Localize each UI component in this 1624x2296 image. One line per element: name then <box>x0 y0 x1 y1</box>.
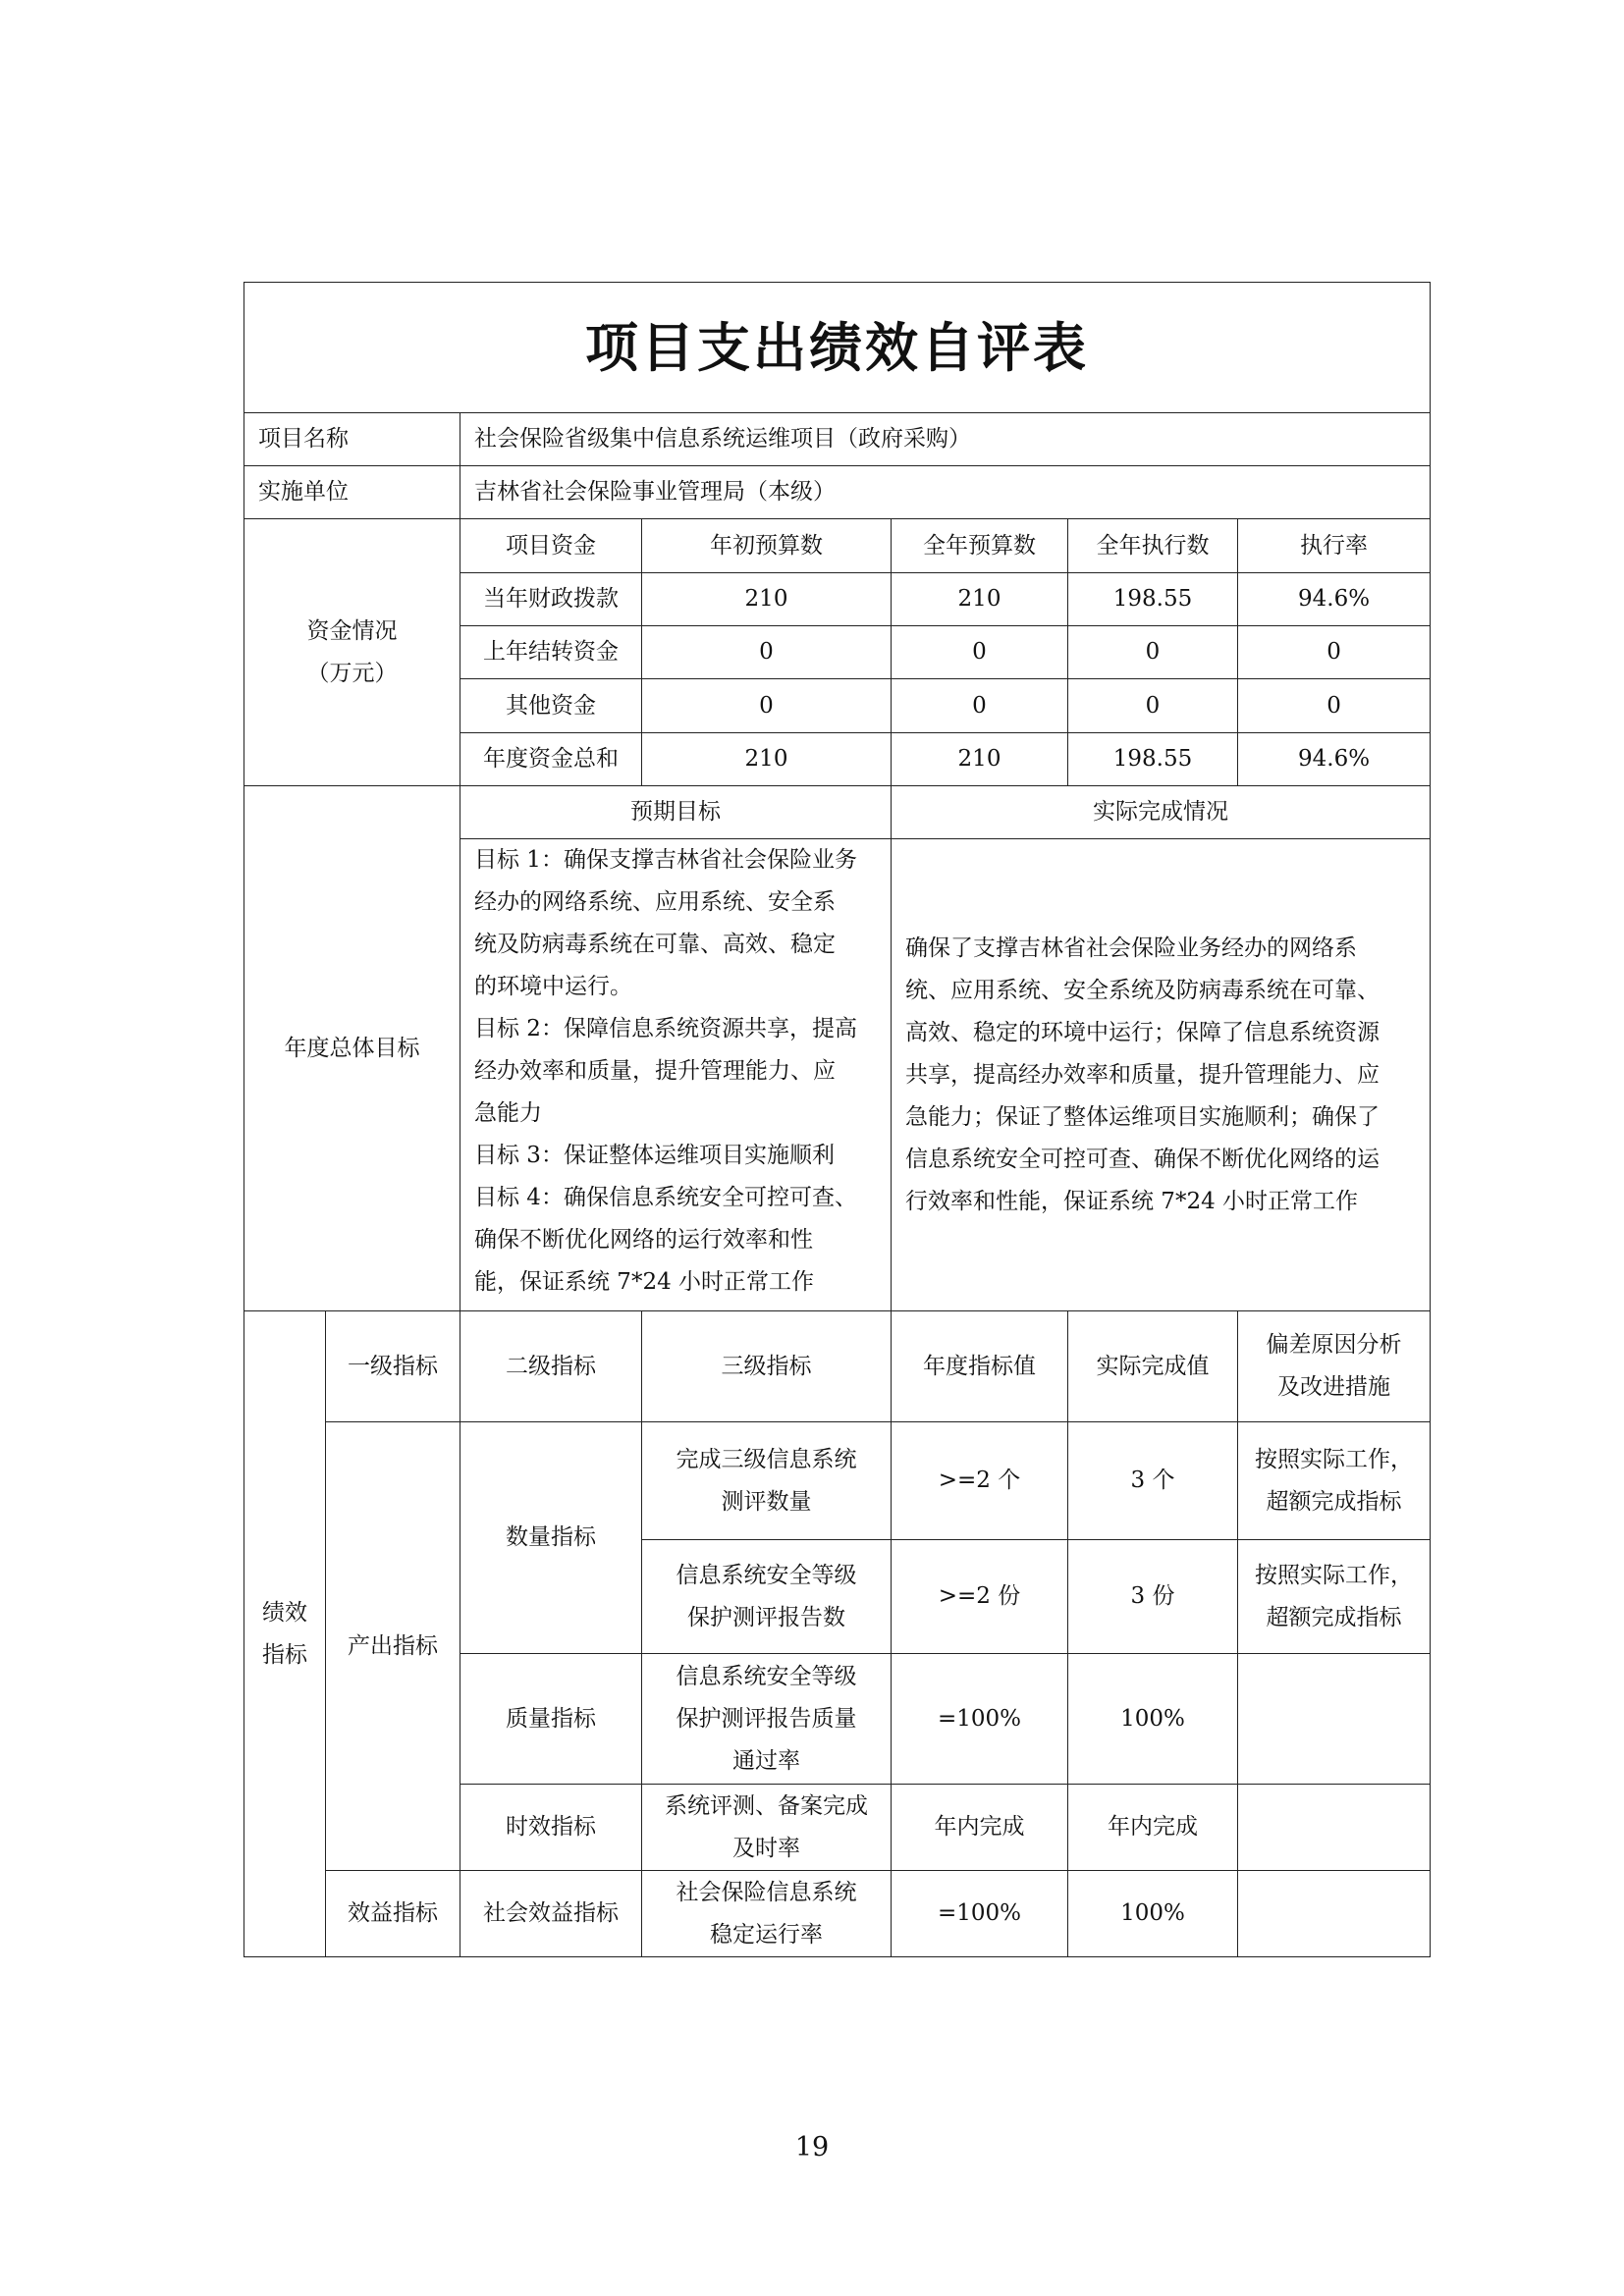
goals-actual-header: 实际完成情况 <box>892 786 1431 839</box>
actual-line: 急能力；保证了整体运维项目实施顺利；确保了 <box>905 1103 1380 1130</box>
funds-row-initial: 0 <box>642 626 892 679</box>
indicator-note <box>1238 1871 1431 1957</box>
actual-line: 共享，提高经办效率和质量，提升管理能力、应 <box>905 1061 1380 1088</box>
goal-line: 经办的网络系统、应用系统、安全系 <box>474 889 836 915</box>
indicator-note <box>1238 1654 1431 1785</box>
indicator-l3-line: 测评数量 <box>721 1488 812 1515</box>
indicator-actual: 3 个 <box>1068 1422 1238 1540</box>
actual-line: 统、应用系统、安全系统及防病毒系统在可靠、 <box>905 977 1380 1003</box>
goal-line: 经办效率和质量，提升管理能力、应 <box>474 1058 836 1084</box>
goal-line: 能，保证系统 7*24 小时正常工作 <box>474 1269 815 1295</box>
unit-value: 吉林省社会保险事业管理局（本级） <box>460 466 1431 519</box>
goal-line: 目标 3：保证整体运维项目实施顺利 <box>474 1143 835 1168</box>
funds-label-line2: （万元） <box>306 660 398 686</box>
goal-line: 目标 4：确保信息系统安全可控可查、 <box>474 1185 857 1210</box>
indicator-actual: 100% <box>1068 1654 1238 1785</box>
project-name-label: 项目名称 <box>244 413 460 466</box>
output-indicator-label: 产出指标 <box>326 1422 460 1871</box>
perf-label-line2: 指标 <box>262 1641 307 1668</box>
goal-line: 目标 1：确保支撑吉林省社会保险业务 <box>474 847 857 873</box>
funds-row-annual: 210 <box>892 733 1068 786</box>
funds-row-annual: 0 <box>892 626 1068 679</box>
timeliness-indicator-label: 时效指标 <box>460 1785 642 1871</box>
goals-label: 年度总体目标 <box>244 786 460 1311</box>
actual-line: 高效、稳定的环境中运行；保障了信息系统资源 <box>905 1019 1380 1045</box>
funds-header-rate: 执行率 <box>1238 519 1431 573</box>
funds-label <box>244 519 460 786</box>
indicator-target: =100% <box>892 1871 1068 1957</box>
goal-line: 确保不断优化网络的运行效率和性 <box>474 1227 813 1253</box>
funds-row-rate: 0 <box>1238 626 1431 679</box>
funds-header-annual: 全年预算数 <box>892 519 1068 573</box>
funds-header-executed: 全年执行数 <box>1068 519 1238 573</box>
perf-header-l2: 二级指标 <box>460 1311 642 1422</box>
funds-row-executed: 198.55 <box>1068 573 1238 626</box>
perf-header-deviation-line1: 偏差原因分析 <box>1266 1332 1402 1358</box>
indicator-l3-line: 系统评测、备案完成 <box>665 1792 868 1819</box>
indicator-row <box>244 1871 1431 1957</box>
indicator-target: >=2 个 <box>892 1422 1068 1540</box>
indicator-l3-line: 及时率 <box>732 1835 800 1861</box>
social-benefit-indicator-label: 社会效益指标 <box>460 1871 642 1957</box>
benefit-indicator-label: 效益指标 <box>326 1871 460 1957</box>
actual-line: 行效率和性能，保证系统 7*24 小时正常工作 <box>905 1188 1359 1214</box>
funds-row-rate: 94.6% <box>1238 733 1431 786</box>
form-title: 项目支出绩效自评表 <box>244 283 1431 413</box>
funds-row-initial: 210 <box>642 573 892 626</box>
funds-label-line1: 资金情况 <box>306 617 398 644</box>
goals-expected-text <box>460 839 892 1311</box>
indicator-actual: 100% <box>1068 1871 1238 1957</box>
funds-row-executed: 0 <box>1068 626 1238 679</box>
goal-line: 目标 2：保障信息系统资源共享，提高 <box>474 1016 857 1041</box>
indicator-note-line: 按照实际工作， <box>1255 1562 1414 1588</box>
funds-header-initial: 年初预算数 <box>642 519 892 573</box>
indicator-target: >=2 份 <box>892 1540 1068 1654</box>
indicator-l3 <box>642 1422 892 1540</box>
indicator-note-line: 按照实际工作， <box>1255 1446 1414 1472</box>
funds-row-name: 年度资金总和 <box>460 733 642 786</box>
funds-row-initial: 210 <box>642 733 892 786</box>
funds-row-initial: 0 <box>642 679 892 733</box>
funds-row-rate: 0 <box>1238 679 1431 733</box>
funds-row-annual: 210 <box>892 573 1068 626</box>
perf-header-target: 年度指标值 <box>892 1311 1068 1422</box>
page-number: 19 <box>794 2132 830 2163</box>
indicator-note-line: 超额完成指标 <box>1266 1604 1402 1630</box>
perf-header-deviation-line2: 及改进措施 <box>1277 1374 1391 1400</box>
indicator-l3-line: 社会保险信息系统 <box>676 1879 857 1905</box>
actual-line: 信息系统安全可控可查、确保不断优化网络的运 <box>905 1146 1380 1172</box>
indicator-target: 年内完成 <box>892 1785 1068 1871</box>
funds-row-rate: 94.6% <box>1238 573 1431 626</box>
actual-line: 确保了支撑吉林省社会保险业务经办的网络系 <box>905 934 1357 961</box>
indicator-note <box>1238 1540 1431 1654</box>
funds-row-executed: 0 <box>1068 679 1238 733</box>
indicator-l3-line: 信息系统安全等级 <box>676 1562 857 1588</box>
perf-header-l3: 三级指标 <box>642 1311 892 1422</box>
indicator-actual: 3 份 <box>1068 1540 1238 1654</box>
indicator-l3 <box>642 1871 892 1957</box>
indicator-l3 <box>642 1654 892 1785</box>
quantity-indicator-label: 数量指标 <box>460 1422 642 1654</box>
funds-header-source: 项目资金 <box>460 519 642 573</box>
indicator-l3-line: 稳定运行率 <box>710 1921 823 1948</box>
indicator-actual: 年内完成 <box>1068 1785 1238 1871</box>
indicator-target: =100% <box>892 1654 1068 1785</box>
funds-row-name: 当年财政拨款 <box>460 573 642 626</box>
indicator-note <box>1238 1785 1431 1871</box>
funds-row-annual: 0 <box>892 679 1068 733</box>
goals-actual-text <box>892 839 1431 1311</box>
perf-header-actual: 实际完成值 <box>1068 1311 1238 1422</box>
perf-label-line1: 绩效 <box>262 1599 307 1626</box>
indicator-row <box>244 1422 1431 1540</box>
indicator-note <box>1238 1422 1431 1540</box>
indicator-l3-line: 保护测评报告质量 <box>676 1705 857 1732</box>
goal-line: 的环境中运行。 <box>474 974 632 999</box>
funds-row-executed: 198.55 <box>1068 733 1238 786</box>
indicator-l3-line: 信息系统安全等级 <box>676 1663 857 1689</box>
indicator-note-line: 超额完成指标 <box>1266 1488 1402 1515</box>
indicator-l3 <box>642 1785 892 1871</box>
perf-header-deviation <box>1238 1311 1431 1422</box>
perf-header-l1: 一级指标 <box>326 1311 460 1422</box>
quality-indicator-label: 质量指标 <box>460 1654 642 1785</box>
performance-evaluation-table <box>244 282 1431 1957</box>
perf-label <box>244 1311 326 1957</box>
funds-row-name: 其他资金 <box>460 679 642 733</box>
funds-row-name: 上年结转资金 <box>460 626 642 679</box>
indicator-l3-line: 完成三级信息系统 <box>676 1446 857 1472</box>
unit-label: 实施单位 <box>244 466 460 519</box>
goals-expected-header: 预期目标 <box>460 786 892 839</box>
goal-line: 急能力 <box>474 1100 542 1126</box>
project-name-value: 社会保险省级集中信息系统运维项目（政府采购） <box>460 413 1431 466</box>
goal-line: 统及防病毒系统在可靠、高效、稳定 <box>474 932 836 957</box>
indicator-l3-line: 通过率 <box>732 1747 800 1774</box>
indicator-l3 <box>642 1540 892 1654</box>
indicator-l3-line: 保护测评报告数 <box>687 1604 845 1630</box>
